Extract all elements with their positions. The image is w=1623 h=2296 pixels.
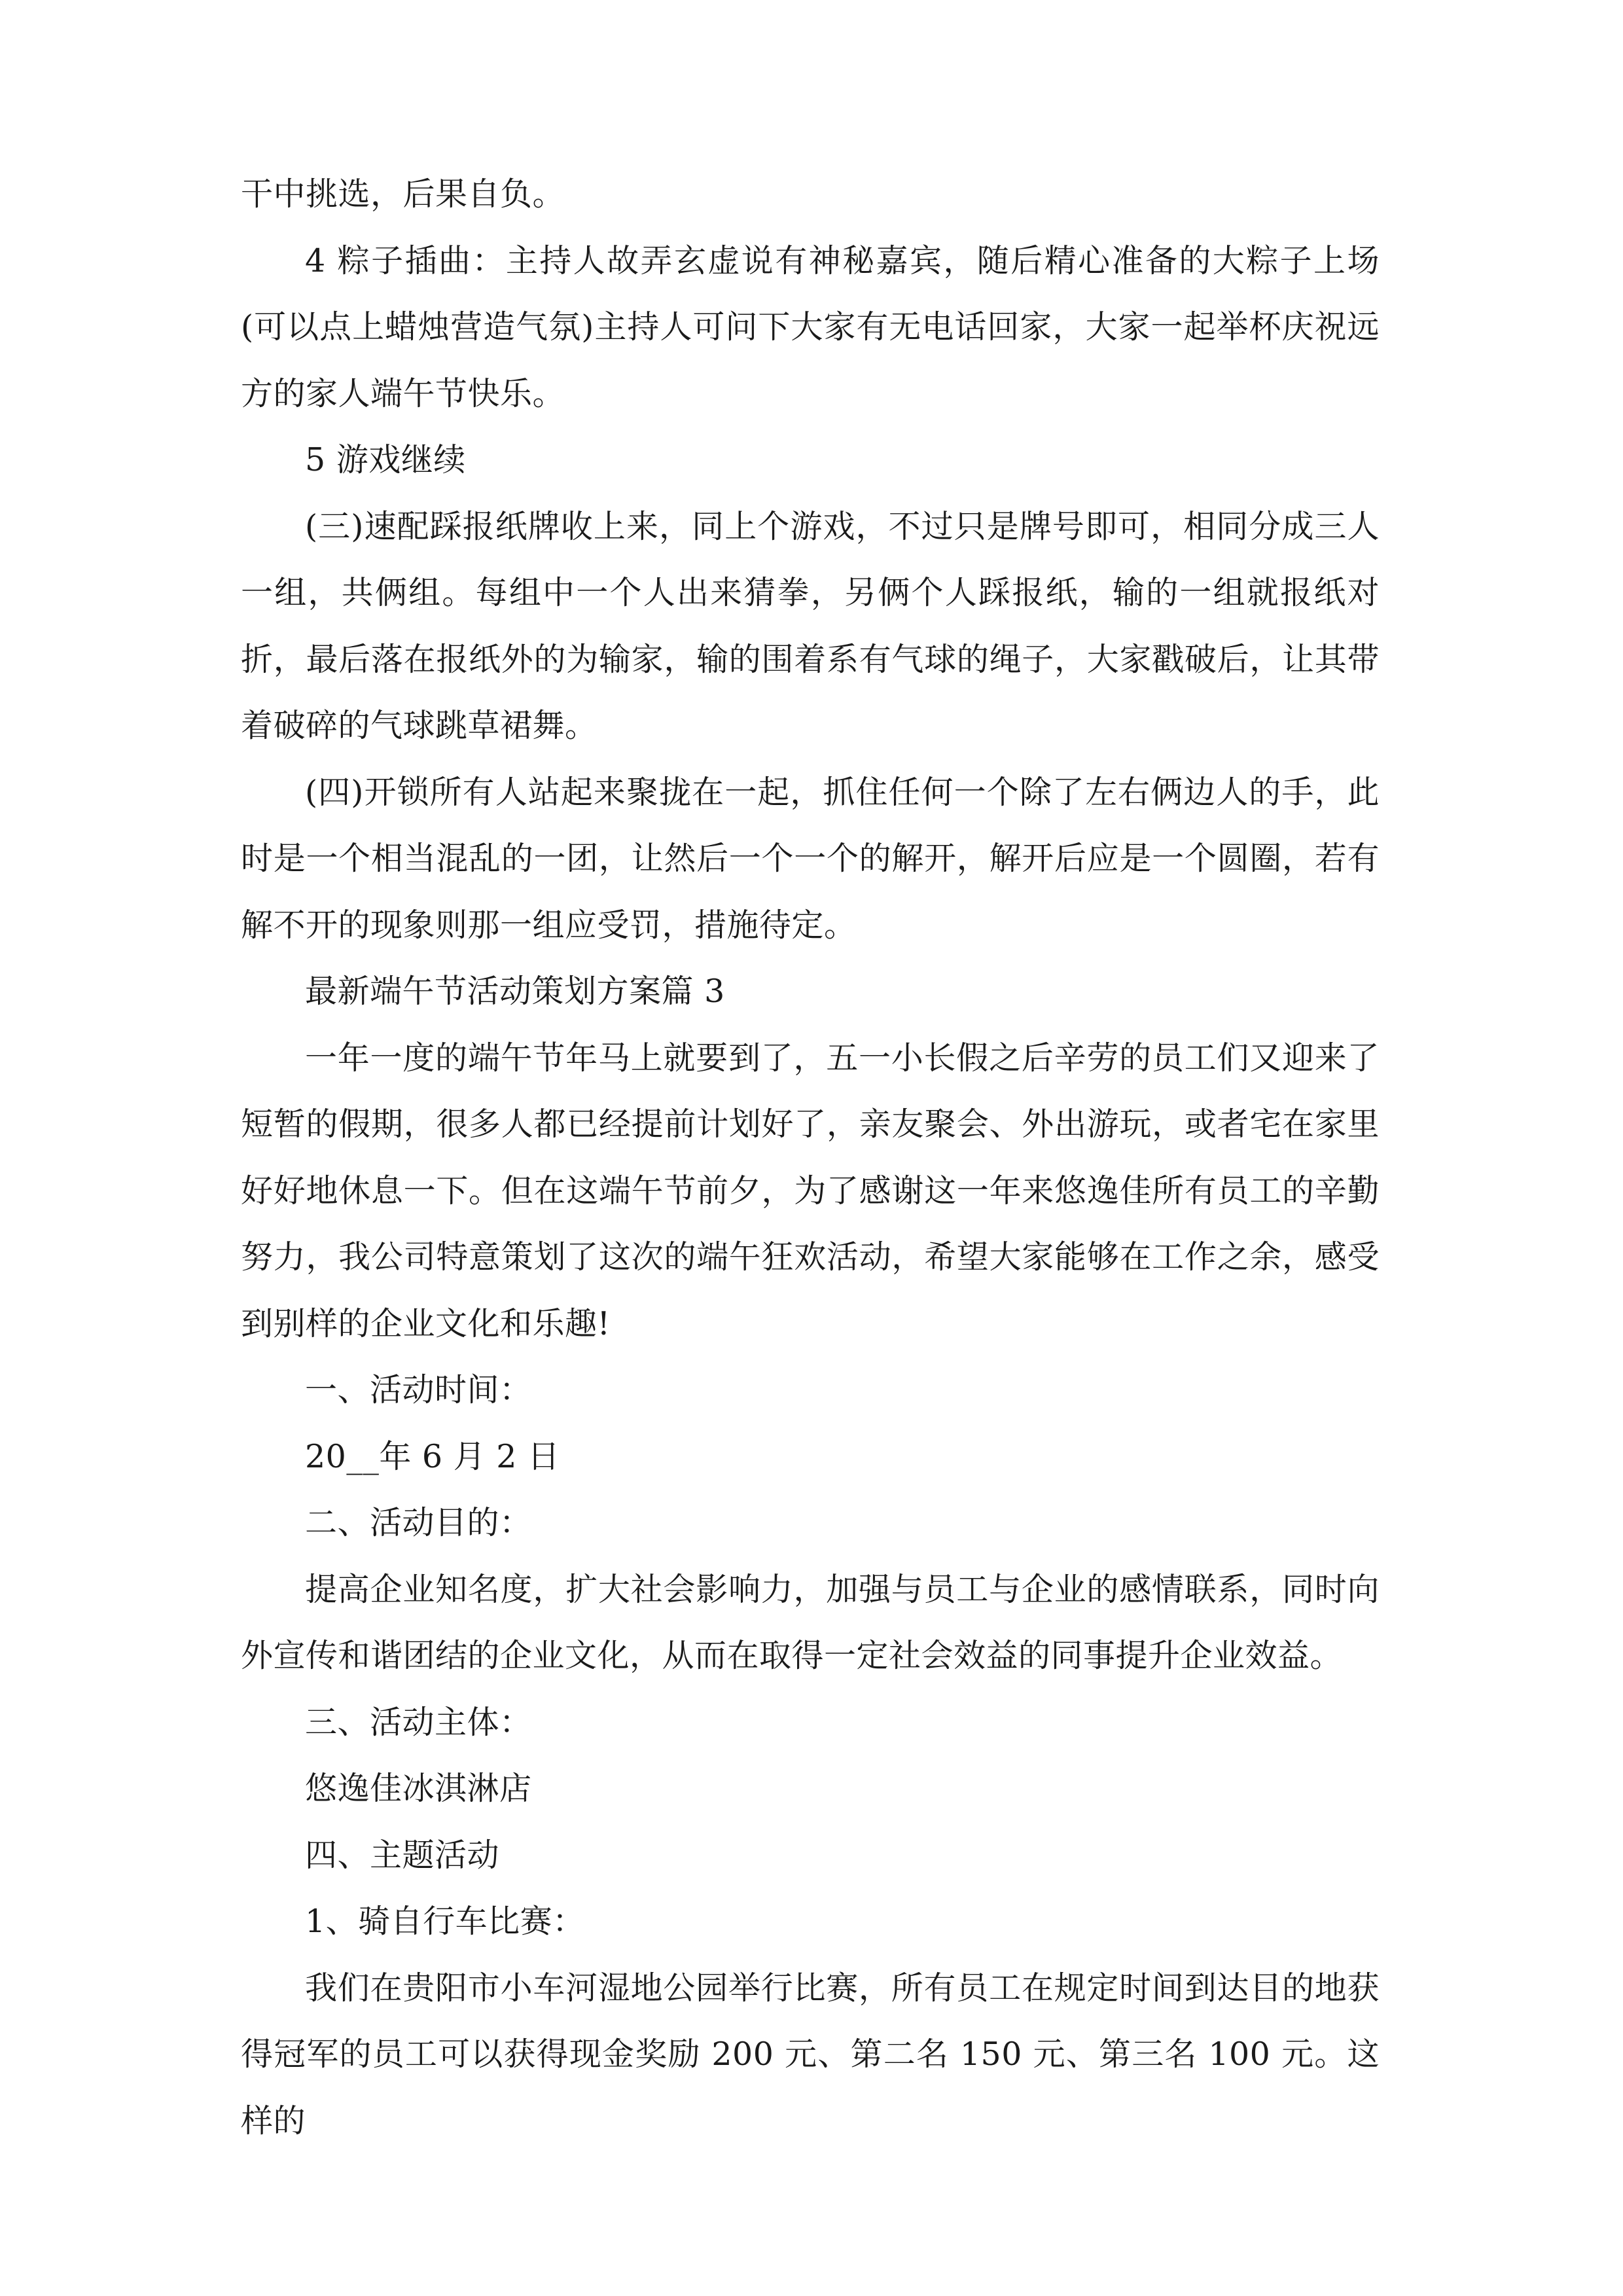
activity-date: 20__年 6 月 2 日: [305, 1437, 560, 1475]
heading-bike-race: 1、骑自行车比赛：: [305, 1903, 585, 1940]
paragraph-purpose: 提高企业知名度，扩大社会影响力，加强与员工与企业的感情联系，同时向外宣传和谐团结的企业文化，从而在取得一定社会效益的同事提升企业效益。: [241, 1570, 1380, 1674]
paragraph-continuation: 干中挑选，后果自负。: [241, 175, 565, 213]
paragraph-intro: 一年一度的端午节年马上就要到了，五一小长假之后辛劳的员工们又迎来了短暂的假期，很多人都已经提前计划好了，亲友聚会、外出游玩，或者宅在家里好好地休息一下。但在这端午节前夕，为了感谢这一年来悠逸佳所有员工的辛勤努力，我公司特意策划了这次的端午狂欢活动，希望大家能够在工作之余，感受到别样的企业文化和乐趣!: [241, 1039, 1380, 1342]
heading-activity-time: 一、活动时间：: [305, 1371, 532, 1408]
paragraph-unlock-game: (四)开锁所有人站起来聚拢在一起，抓住任何一个除了左右俩边人的手，此时是一个相当混乱的一团，让然后一个一个的解开，解开后应是一个圆圈，若有解不开的现象则那一组应受罚，措施待定。: [241, 773, 1380, 944]
heading-activity-purpose: 二、活动目的：: [305, 1504, 532, 1541]
heading-theme-activities: 四、主题活动: [305, 1836, 500, 1874]
paragraph-newspaper-game: (三)速配踩报纸牌收上来，同上个游戏，不过只是牌号即可，相同分成三人一组，共俩组。每组中一个人出来猜拳，另俩个人踩报纸，输的一组就报纸对折，最后落在报纸外的为输家，输的围着系有气球的绳子，大家戳破后，让其带着破碎的气球跳草裙舞。: [241, 507, 1380, 744]
heading-activity-subject: 三、活动主体：: [305, 1703, 532, 1741]
paragraph-bike-race: 我们在贵阳市小车河湿地公园举行比赛，所有员工在规定时间到达目的地获得冠军的员工可以获得现金奖励 200 元、第二名 150 元、第三名 100 元。这样的: [241, 1969, 1380, 2140]
document-body: [241, 161, 1380, 2154]
paragraph-zongzi-interlude: 4 粽子插曲：主持人故弄玄虚说有神秘嘉宾，随后精心准备的大粽子上场(可以点上蜡烛营造气氛)主持人可问下大家有无电话回家，大家一起举杯庆祝远方的家人端午节快乐。: [241, 242, 1380, 412]
section-heading-plan-3: 最新端午节活动策划方案篇 3: [305, 973, 725, 1010]
paragraph-game-continue: 5 游戏继续: [305, 441, 466, 478]
activity-subject-name: 悠逸佳冰淇淋店: [305, 1770, 532, 1807]
